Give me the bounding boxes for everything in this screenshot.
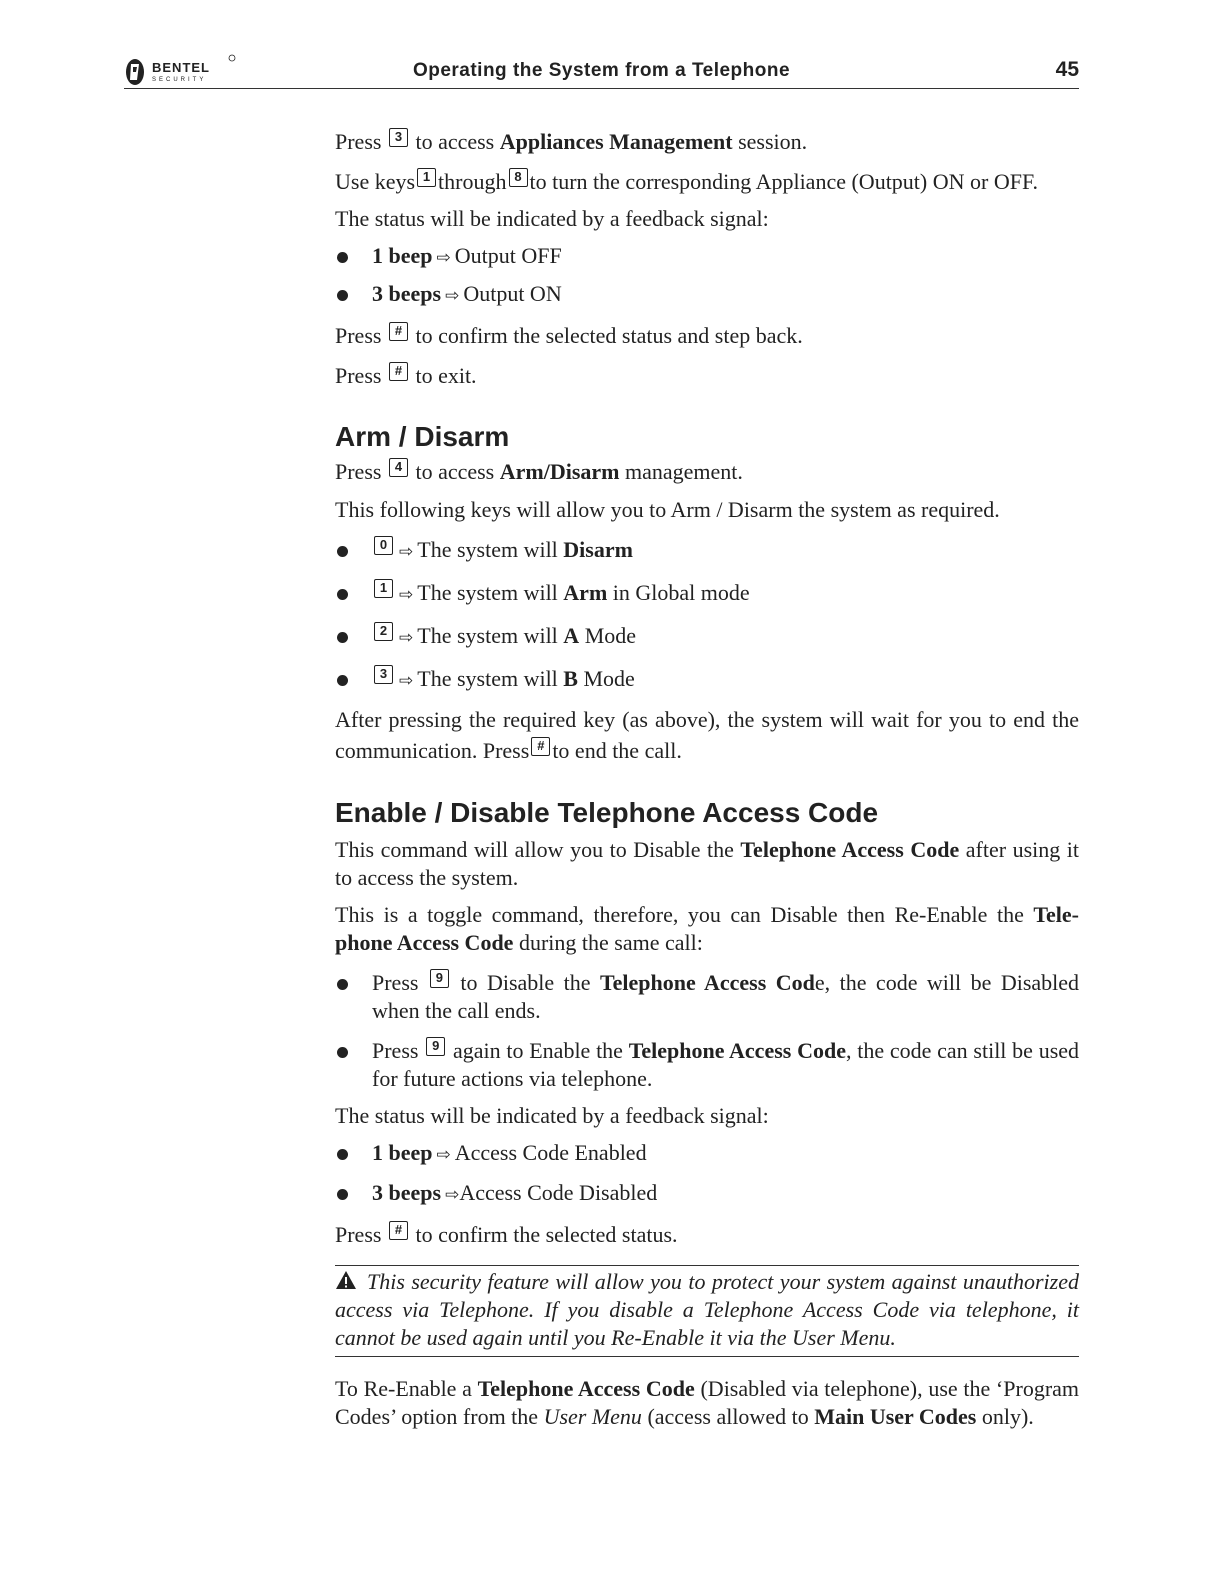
arrow-right-icon: ⇨ — [399, 585, 414, 605]
bullet-icon — [337, 675, 348, 686]
list-item: 3 beeps ⇨Access Code Disabled — [335, 1179, 1079, 1209]
arrow-right-icon: ⇨ — [445, 286, 460, 306]
key-icon: 0 — [374, 536, 393, 555]
page-header — [124, 52, 1079, 89]
key-icon: # — [389, 322, 408, 341]
bullet-icon — [337, 979, 348, 990]
svg-text:BENTEL: BENTEL — [152, 60, 210, 75]
security-note-text: This security feature will allow you to protect your system against unauthorized access via Telephone. If you disable a Telephone Access Code via telephone, it cannot be used again until you Re-Enable it via the User Menu. — [335, 1269, 1079, 1350]
arrow-right-icon: ⇨ — [399, 542, 414, 562]
key-icon: 1 — [417, 168, 436, 187]
header-title: Operating the System from a Telephone — [412, 60, 791, 81]
key-icon: # — [531, 737, 550, 756]
arrow-right-icon: ⇨ — [399, 628, 414, 648]
bullet-icon — [337, 290, 348, 301]
key-icon: # — [389, 362, 408, 381]
list-item: 1 beep ⇨ Output OFF — [335, 242, 1079, 272]
security-note — [335, 1265, 1079, 1357]
tac-confirm-line: Press # to confirm the selected status. — [335, 1222, 678, 1247]
arm-disarm-heading: Arm / Disarm — [335, 421, 510, 452]
key-icon: 8 — [509, 168, 528, 187]
arrow-right-icon: ⇨ — [445, 1185, 460, 1205]
list-item: 3 beeps ⇨ Output ON — [335, 280, 1079, 310]
list-item: Press 9 to Disable the Telephone Access Code, the code will be Disabled when the call ends. — [335, 969, 1079, 1025]
arm-access-line: Press 4 to access Arm/Disarm management. — [335, 459, 743, 484]
key-icon: 3 — [389, 128, 408, 147]
page-number: 45 — [1055, 58, 1079, 81]
list-item: 3 ⇨ The system will B Mode — [335, 665, 1079, 695]
svg-text:SECURITY: SECURITY — [152, 77, 207, 83]
key-icon: 2 — [374, 622, 393, 641]
bullet-icon — [337, 589, 348, 600]
appliances-keys-line: Use keys 1 through 8 to turn the corresponding Appliance (Output) ON or OFF. — [335, 169, 1038, 194]
list-item: 1 beep ⇨ Access Code Enabled — [335, 1139, 1079, 1169]
tac-re-enable-paragraph: To Re-Enable a Telephone Access Code (Disabled via telephone), use the ‘Program Codes’ option from the User Menu (access allowed to Main User Codes only). — [335, 1376, 1080, 1429]
key-icon: 9 — [426, 1037, 445, 1056]
key-icon: 1 — [374, 579, 393, 598]
status-feedback-line: The status will be indicated by a feedback signal: — [335, 206, 769, 231]
bullet-icon — [337, 1189, 348, 1200]
tac-status-feedback-line: The status will be indicated by a feedback signal: — [335, 1103, 769, 1128]
arrow-right-icon: ⇨ — [436, 248, 451, 268]
bullet-icon — [337, 1047, 348, 1058]
bullet-icon — [337, 1149, 348, 1160]
key-icon: 4 — [389, 458, 408, 477]
arrow-right-icon: ⇨ — [399, 671, 414, 691]
key-icon: 3 — [374, 665, 393, 684]
bullet-icon — [337, 252, 348, 263]
arm-end-call-paragraph: After pressing the required key (as above), the system will wait for you to end the communication. Press # to end the call. — [335, 707, 1079, 763]
bullet-icon — [337, 632, 348, 643]
exit-line: Press # to exit. — [335, 363, 477, 388]
appliances-access-line: Press 3 to access Appliances Management session. — [335, 129, 808, 154]
warning-icon — [335, 1270, 357, 1290]
key-icon: 9 — [430, 969, 449, 988]
arm-keys-intro: This following keys will allow you to Arm / Disarm the system as required. — [335, 497, 1000, 522]
key-icon: # — [389, 1221, 408, 1240]
list-item: 0 ⇨ The system will Disarm — [335, 536, 1079, 566]
arrow-right-icon: ⇨ — [436, 1145, 451, 1165]
list-item: Press 9 again to Enable the Telephone Access Code, the code can still be used for future actions via telephone. — [335, 1037, 1079, 1093]
list-item: 2 ⇨ The system will A Mode — [335, 622, 1079, 652]
confirm-step-back-line: Press # to confirm the selected status and step back. — [335, 323, 803, 348]
page-content — [335, 128, 1079, 1431]
tac-toggle-paragraph: This is a toggle command, therefore, you can Disable then Re-Enable the Tele-phone Access Code during the same call: — [335, 902, 1079, 955]
bullet-icon — [337, 546, 348, 557]
list-item: 1 ⇨ The system will Arm in Global mode — [335, 579, 1079, 609]
tac-heading: Enable / Disable Telephone Access Code — [335, 797, 879, 828]
tac-intro-paragraph: This command will allow you to Disable the Telephone Access Code after using it to access the system. — [335, 837, 1080, 890]
